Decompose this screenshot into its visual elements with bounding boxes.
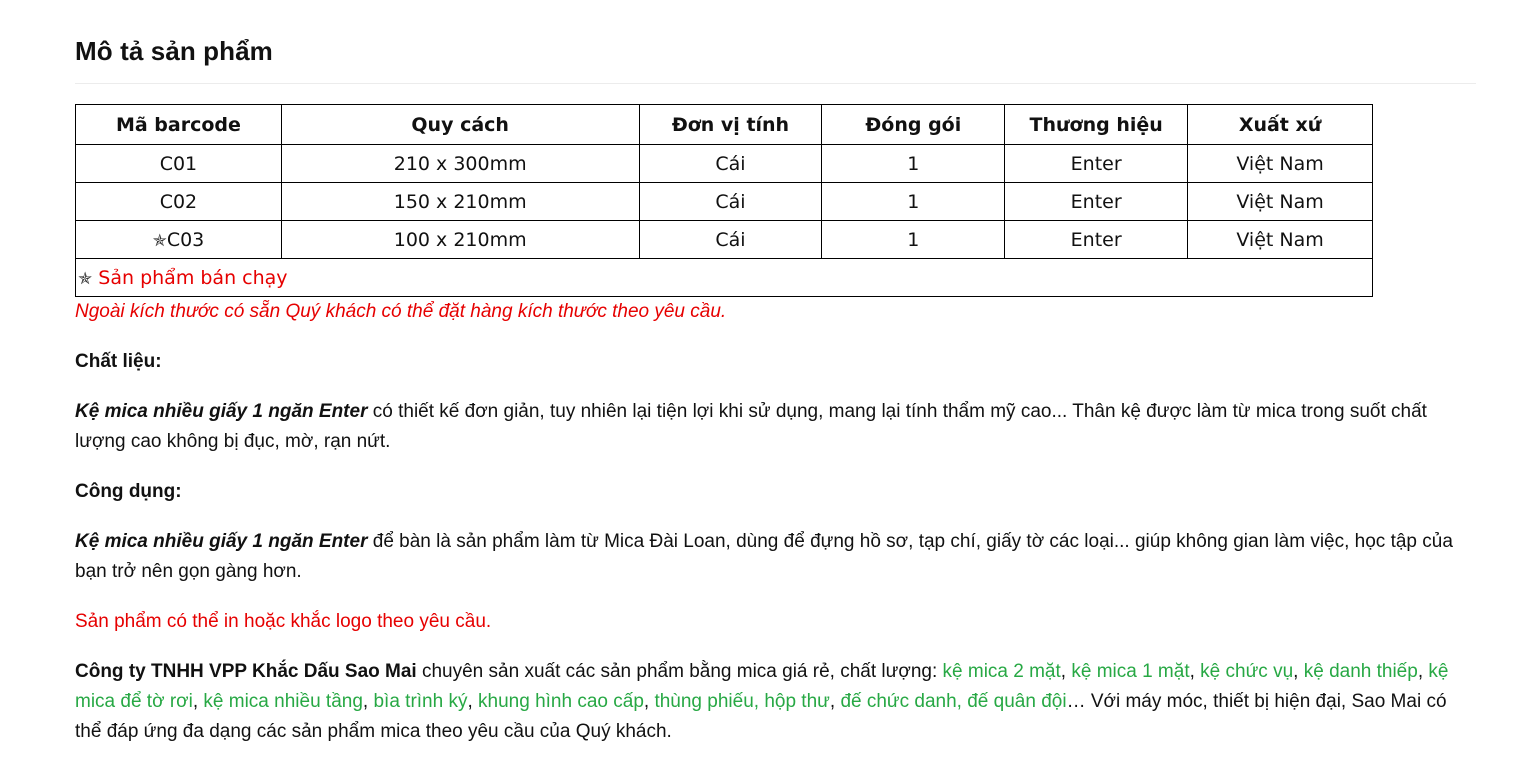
spec-table	[75, 104, 1373, 297]
table-header-row	[76, 105, 1373, 145]
separator: ,	[467, 691, 479, 712]
cell-packing: 1	[822, 221, 1005, 259]
star-icon: ✯	[78, 268, 93, 289]
link-ke-mica-de-to-roi[interactable]: kệ mica để tờ rơi	[75, 661, 1449, 712]
company-paragraph	[75, 657, 1476, 747]
separator: ,	[829, 691, 841, 712]
link-khung-hinh-cao-cap[interactable]: khung hình cao cấp	[478, 691, 644, 712]
col-brand: Thương hiệu	[1005, 105, 1188, 145]
link-ke-chuc-vu[interactable]: kệ chức vụ	[1200, 661, 1294, 682]
material-paragraph	[75, 397, 1476, 457]
col-barcode: Mã barcode	[76, 105, 282, 145]
material-heading: Chất liệu:	[75, 351, 162, 372]
separator: ,	[1417, 661, 1429, 682]
cell-barcode: C01	[76, 145, 282, 183]
separator: ,	[1060, 661, 1072, 682]
logo-note: Sản phẩm có thể in hoặc khắc logo theo yêu cầu.	[75, 611, 492, 632]
usage-paragraph	[75, 527, 1476, 587]
cell-unit: Cái	[639, 183, 822, 221]
col-packing: Đóng gói	[822, 105, 1005, 145]
link-ke-mica-1-mat[interactable]: kệ mica 1 mặt	[1071, 661, 1190, 682]
separator: ,	[192, 691, 204, 712]
cell-packing: 1	[822, 183, 1005, 221]
table-note-row	[76, 259, 1373, 297]
star-icon: ✯	[152, 230, 167, 251]
company-name: Công ty TNHH VPP Khắc Dấu Sao Mai	[75, 661, 417, 682]
col-origin: Xuất xứ	[1188, 105, 1373, 145]
separator: ,	[643, 691, 655, 712]
cell-size: 100 x 210mm	[281, 221, 639, 259]
table-row	[76, 221, 1373, 259]
bestseller-note	[76, 259, 1373, 297]
cell-brand: Enter	[1005, 145, 1188, 183]
section-title: Mô tả sản phẩm	[75, 0, 1476, 84]
usage-text: để bàn là sản phẩm làm từ Mica Đài Loan, dùng để đựng hồ sơ, tạp chí, giấy tờ các loại... giúp không gian làm việc, học tập của bạn trở nên gọn gàng hơn.	[75, 531, 1453, 582]
barcode-text: C03	[166, 228, 205, 251]
cell-origin: Việt Nam	[1188, 221, 1373, 259]
cell-brand: Enter	[1005, 221, 1188, 259]
company-intro: chuyên sản xuất các sản phẩm bằng mica giá rẻ, chất lượng:	[416, 661, 943, 682]
link-ke-mica-nhieu-tang[interactable]: kệ mica nhiều tầng	[203, 691, 363, 712]
table-row	[76, 183, 1373, 221]
bestseller-text: Sản phẩm bán chạy	[98, 266, 288, 289]
usage-heading: Công dụng:	[75, 481, 182, 502]
link-ke-mica-2-mat[interactable]: kệ mica 2 mặt	[942, 661, 1061, 682]
cell-barcode: C02	[76, 183, 282, 221]
link-bia-trinh-ky[interactable]: bìa trình ký	[373, 691, 468, 712]
cell-size: 150 x 210mm	[281, 183, 639, 221]
col-size: Quy cách	[281, 105, 639, 145]
cell-brand: Enter	[1005, 183, 1188, 221]
product-name: Kệ mica nhiều giấy 1 ngăn Enter	[75, 401, 368, 422]
cell-barcode	[76, 221, 282, 259]
table-row	[76, 145, 1373, 183]
separator: ,	[1189, 661, 1201, 682]
link-ke-danh-thiep[interactable]: kệ danh thiếp	[1303, 661, 1418, 682]
col-unit: Đơn vị tính	[639, 105, 822, 145]
cell-packing: 1	[822, 145, 1005, 183]
custom-size-note: Ngoài kích thước có sẵn Quý khách có thể đặt hàng kích thước theo yêu cầu.	[75, 301, 727, 322]
separator: ,	[1293, 661, 1304, 682]
cell-origin: Việt Nam	[1188, 145, 1373, 183]
company-outro: … Với máy móc, thiết bị hiện đại, Sao Mai có thể đáp ứng đa dạng các sản phẩm mica theo yêu cầu của Quý khách.	[75, 691, 1447, 742]
material-text: có thiết kế đơn giản, tuy nhiên lại tiện lợi khi sử dụng, mang lại tính thẩm mỹ cao... Thân kệ được làm từ mica trong suốt chất lượng cao không bị đục, mờ, rạn nứt.	[75, 401, 1427, 452]
cell-unit: Cái	[639, 145, 822, 183]
link-thung-phieu-hop-thu[interactable]: thùng phiếu, hộp thư	[654, 691, 830, 712]
cell-unit: Cái	[639, 221, 822, 259]
product-name: Kệ mica nhiều giấy 1 ngăn Enter	[75, 531, 368, 552]
product-description	[75, 0, 1476, 747]
cell-origin: Việt Nam	[1188, 183, 1373, 221]
cell-size: 210 x 300mm	[281, 145, 639, 183]
link-de-chuc-danh[interactable]: đế chức danh, đế quân đội	[840, 691, 1067, 712]
separator: ,	[362, 691, 374, 712]
